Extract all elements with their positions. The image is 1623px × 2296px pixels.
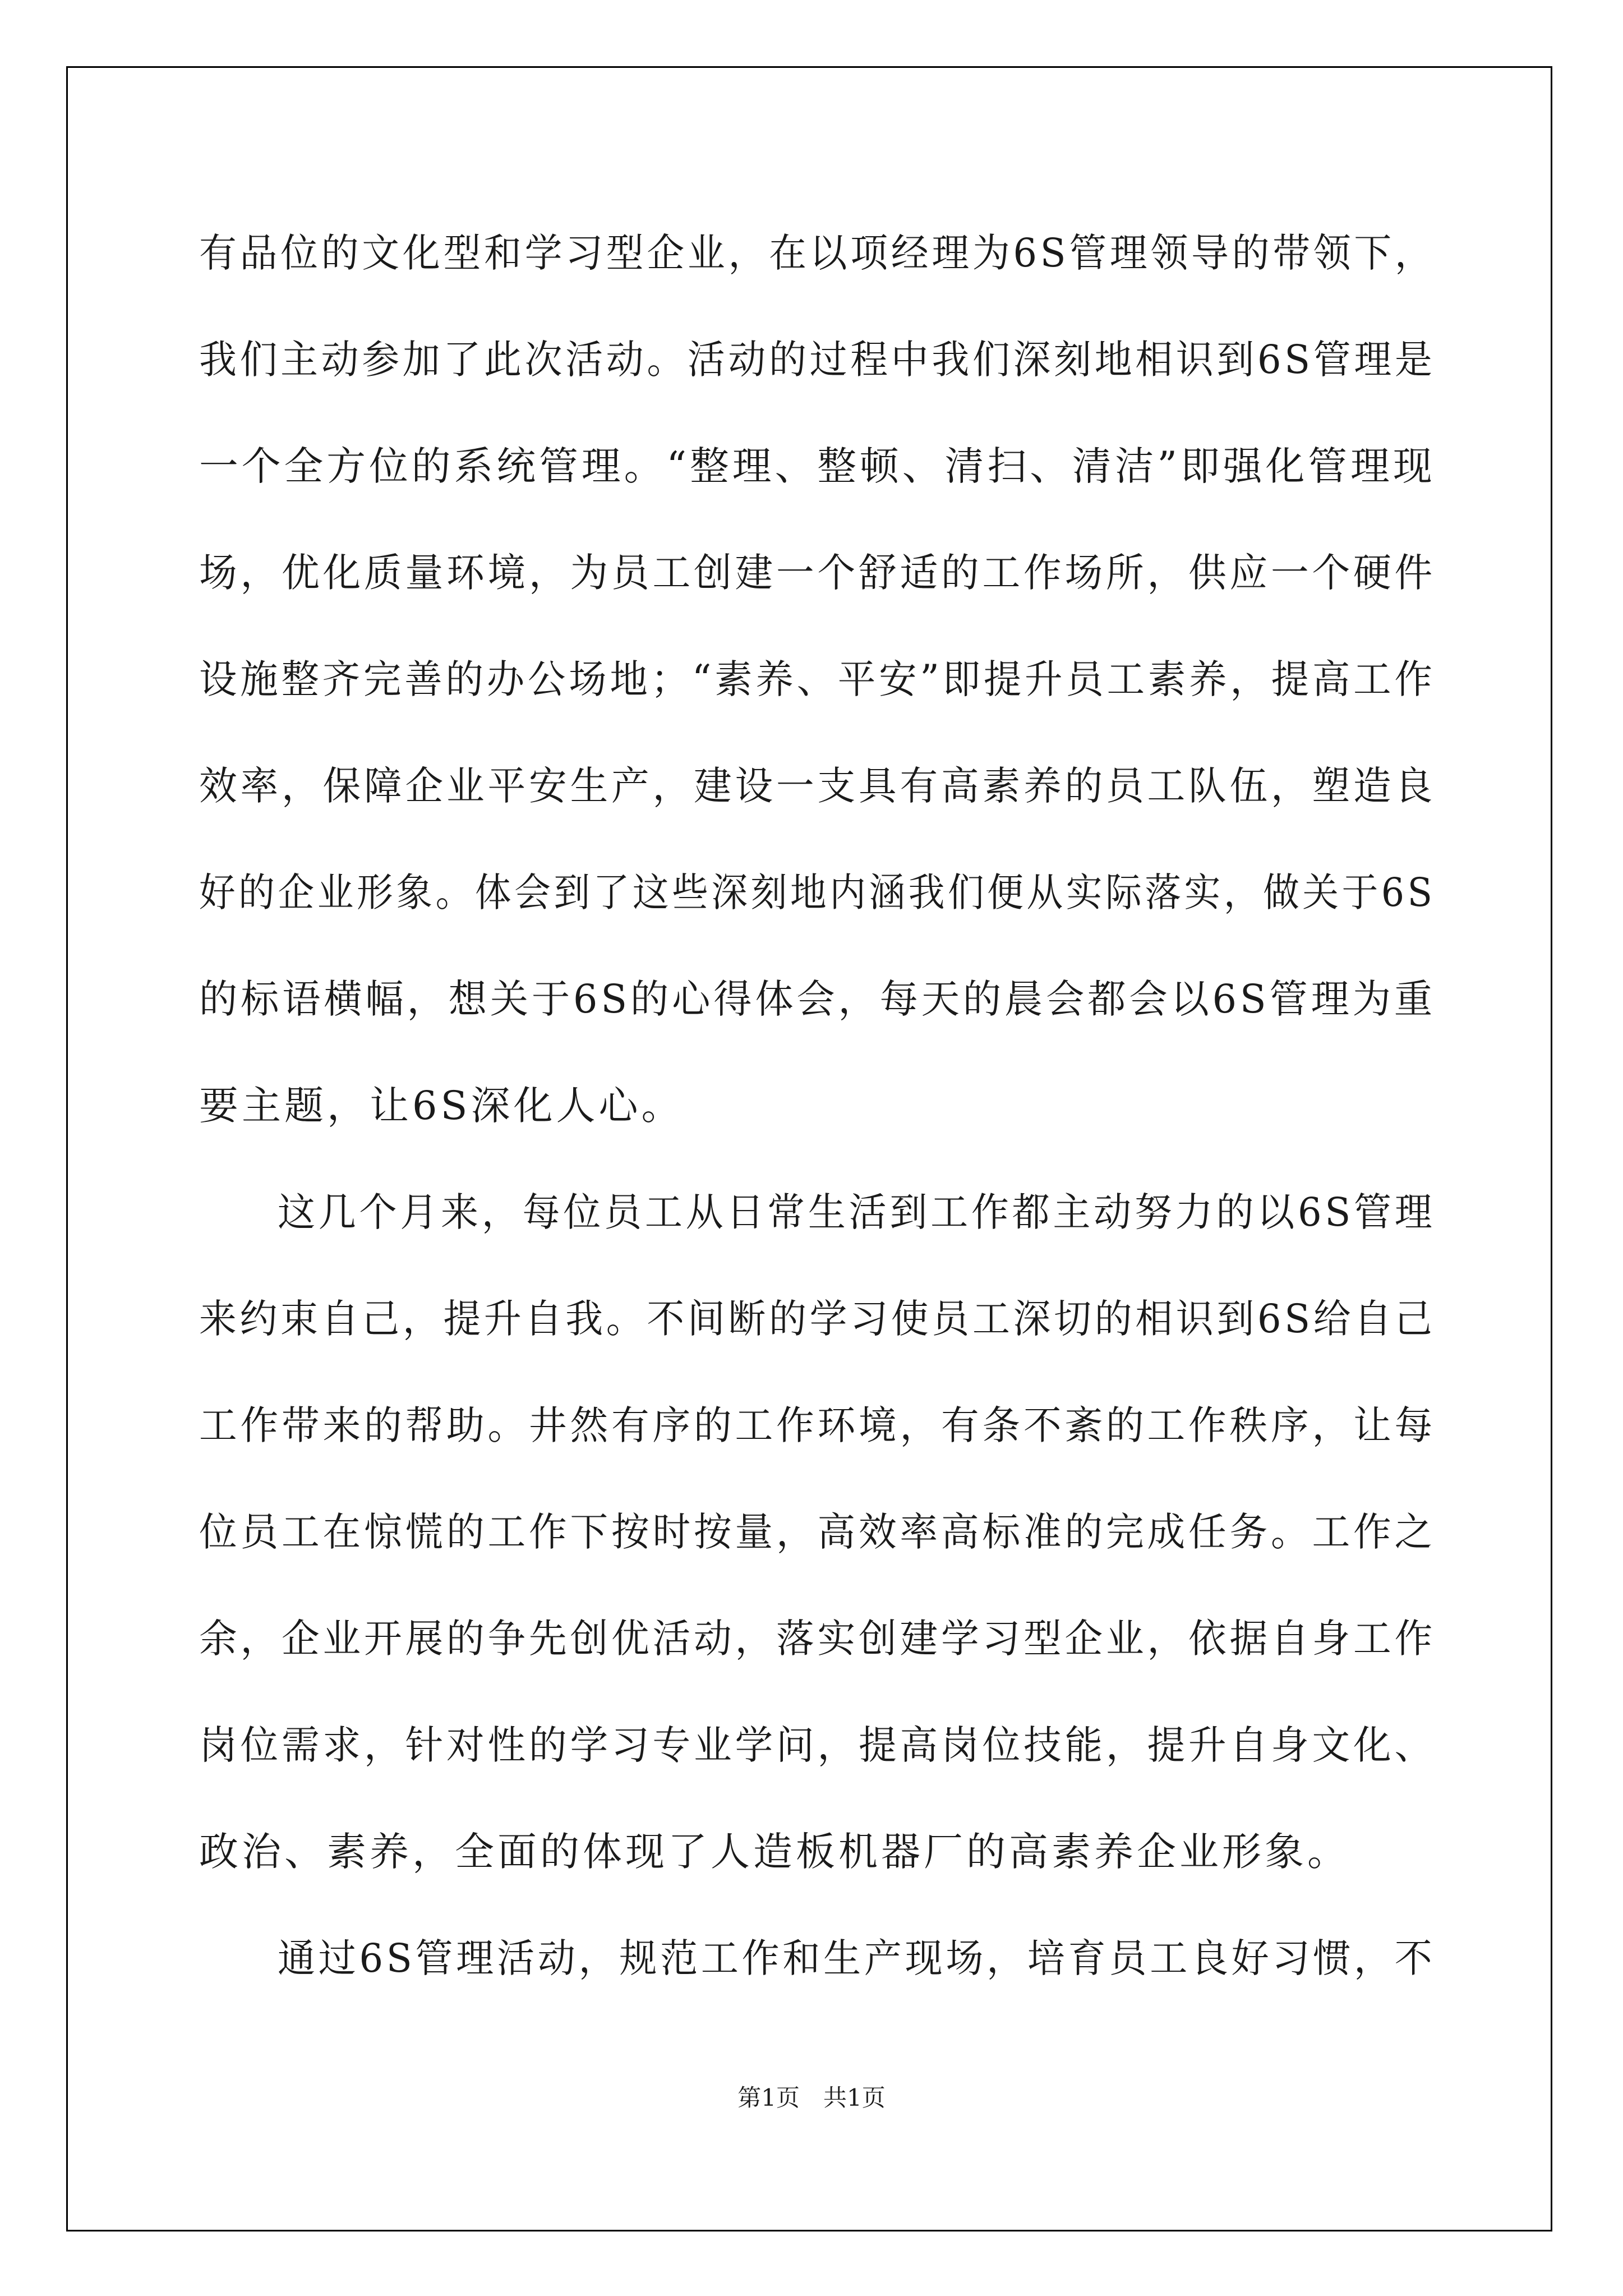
body-text-line: 政治、素养，全面的体现了人造板机器厂的高素养企业形象。: [199, 1829, 1350, 1875]
body-text-line: 一个全方位的系统管理。“整理、整顿、清扫、清洁”即强化管理现: [199, 443, 1436, 489]
body-text-line: 岗位需求，针对性的学习专业学问，提高岗位技能，提升自身文化、: [199, 1722, 1436, 1768]
body-text-line: 要主题，让6S深化人心。: [199, 1083, 684, 1129]
body-text-line: 我们主动参加了此次活动。活动的过程中我们深刻地相识到6S管理是: [199, 337, 1436, 383]
body-text-line: 好的企业形象。体会到了这些深刻地内涵我们便从实际落实，做关于6S: [199, 869, 1436, 915]
body-text-line: 来约束自己，提升自我。不间断的学习使员工深切的相识到6S给自己: [199, 1296, 1436, 1342]
body-text-line: 工作带来的帮助。井然有序的工作环境，有条不紊的工作秩序，让每: [199, 1402, 1436, 1448]
body-text-line: 场，优化质量环境，为员工创建一个舒适的工作场所，供应一个硬件: [199, 550, 1436, 596]
body-text-line: 设施整齐完善的办公场地；“素养、平安”即提升员工素养，提高工作: [199, 656, 1436, 702]
page-footer: 第1页 共1页: [737, 2084, 886, 2111]
body-text-line: 效率，保障企业平安生产，建设一支具有高素养的员工队伍，塑造良: [199, 763, 1436, 809]
body-text-line: 有品位的文化型和学习型企业，在以项经理为6S管理领导的带领下，: [199, 230, 1436, 276]
body-text-line: 位员工在惊慌的工作下按时按量，高效率高标准的完成任务。工作之: [199, 1509, 1436, 1555]
body-text-line: 通过6S管理活动，规范工作和生产现场，培育员工良好习惯，不: [278, 1935, 1436, 1981]
body-text-line: 余，企业开展的争先创优活动，落实创建学习型企业，依据自身工作: [199, 1616, 1436, 1662]
body-text-line: 这几个月来，每位员工从日常生活到工作都主动努力的以6S管理: [278, 1189, 1436, 1235]
body-text-line: 的标语横幅，想关于6S的心得体会，每天的晨会都会以6S管理为重: [199, 976, 1436, 1022]
page-border: [66, 66, 1552, 2231]
